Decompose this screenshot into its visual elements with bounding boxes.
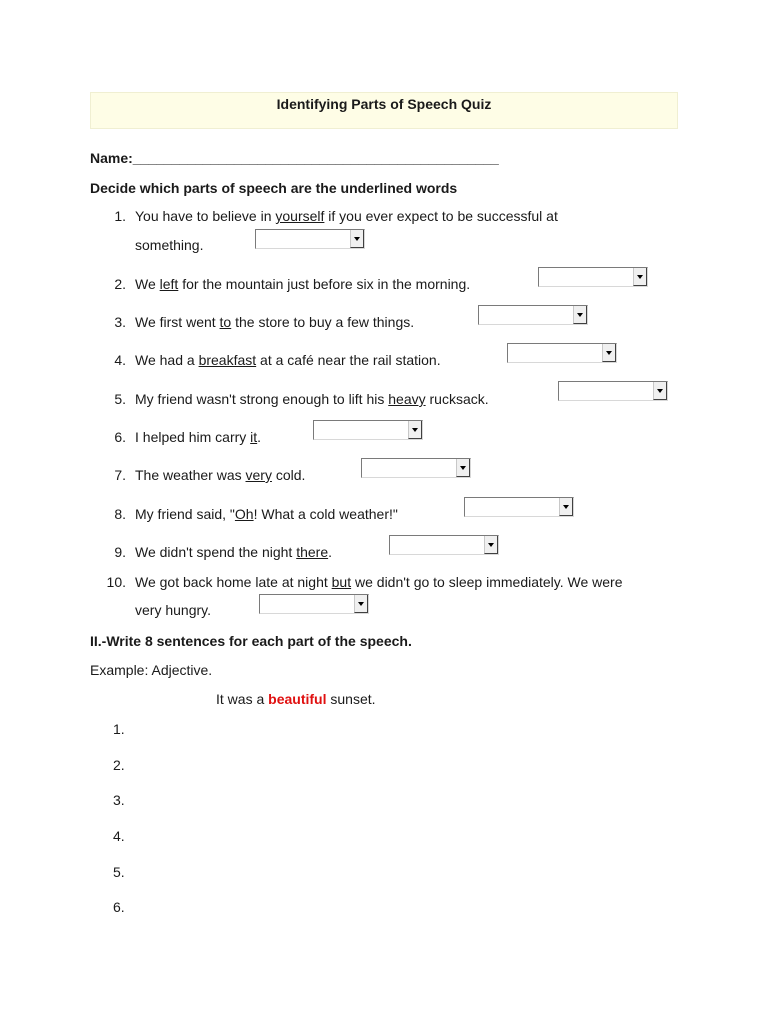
example-label: Example: Adjective. bbox=[90, 662, 213, 678]
chevron-down-icon[interactable] bbox=[408, 421, 422, 439]
answer-dropdown-3[interactable] bbox=[478, 305, 588, 325]
answer-dropdown-10[interactable] bbox=[259, 594, 369, 614]
question-text-pre: You have to believe in bbox=[135, 208, 276, 224]
question-text-post: . bbox=[328, 544, 333, 560]
answer-dropdown-5[interactable] bbox=[558, 381, 668, 401]
question-text-post: if you ever expect to be successful at bbox=[324, 208, 558, 224]
page-title: Identifying Parts of Speech Quiz bbox=[276, 96, 492, 112]
answer-dropdown-7[interactable] bbox=[361, 458, 471, 478]
answer-line-number: 2. bbox=[113, 757, 125, 773]
question-number: 3. bbox=[114, 314, 126, 330]
question-text bbox=[135, 208, 558, 224]
answer-dropdown-6[interactable] bbox=[313, 420, 423, 440]
answer-line-number: 1. bbox=[113, 721, 125, 737]
question-number: 6. bbox=[114, 429, 126, 445]
underlined-word: it bbox=[250, 429, 258, 445]
underlined-word: breakfast bbox=[198, 352, 257, 368]
underlined-word: Oh bbox=[234, 506, 254, 522]
underlined-word: yourself bbox=[275, 208, 325, 224]
question-text-pre: We bbox=[135, 276, 160, 292]
underlined-word: but bbox=[331, 574, 352, 590]
question-number: 2. bbox=[114, 276, 126, 292]
example-sentence bbox=[216, 691, 376, 707]
question-text-post: at a café near the rail station. bbox=[256, 352, 441, 368]
question-text-post: cold. bbox=[271, 467, 306, 483]
chevron-down-icon[interactable] bbox=[633, 268, 647, 286]
chevron-down-icon[interactable] bbox=[602, 344, 616, 362]
example-highlight: beautiful bbox=[268, 691, 327, 707]
example-pre: It was a bbox=[216, 691, 269, 707]
question-text-pre: We got back home late at night bbox=[135, 574, 332, 590]
title-box bbox=[90, 92, 678, 129]
question-text bbox=[135, 506, 398, 522]
question-text-post: we didn't go to sleep immediately. We were bbox=[351, 574, 623, 590]
chevron-down-icon[interactable] bbox=[573, 306, 587, 324]
question-text-pre: We first went bbox=[135, 314, 220, 330]
chevron-down-icon[interactable] bbox=[559, 498, 573, 516]
question-text-pre: My friend said, " bbox=[135, 506, 235, 522]
question-text-post: for the mountain just before six in the morning. bbox=[178, 276, 471, 292]
answer-line-number: 5. bbox=[113, 864, 125, 880]
question-text-pre: We had a bbox=[135, 352, 199, 368]
question-text bbox=[135, 467, 305, 483]
underlined-word: very bbox=[245, 467, 272, 483]
question-text-line2: very hungry. bbox=[135, 602, 211, 618]
instructions: Decide which parts of speech are the underlined words bbox=[90, 180, 458, 196]
question-number: 8. bbox=[114, 506, 126, 522]
question-text bbox=[135, 391, 489, 407]
question-text-post: the store to buy a few things. bbox=[231, 314, 415, 330]
question-text-pre: I helped him carry bbox=[135, 429, 251, 445]
chevron-down-icon[interactable] bbox=[354, 595, 368, 613]
answer-dropdown-8[interactable] bbox=[464, 497, 574, 517]
underlined-word: there bbox=[296, 544, 329, 560]
answer-line-number: 3. bbox=[113, 792, 125, 808]
question-number: 10. bbox=[106, 574, 126, 590]
chevron-down-icon[interactable] bbox=[484, 536, 498, 554]
question-text-line2: something. bbox=[135, 237, 204, 253]
underlined-word: heavy bbox=[388, 391, 426, 407]
question-text-pre: The weather was bbox=[135, 467, 246, 483]
chevron-down-icon[interactable] bbox=[653, 382, 667, 400]
question-text-post: rucksack. bbox=[425, 391, 489, 407]
question-text-pre: We didn't spend the night bbox=[135, 544, 297, 560]
answer-line-number: 6. bbox=[113, 899, 125, 915]
question-text-post: . bbox=[257, 429, 262, 445]
name-line: Name:_______________________________________________ bbox=[90, 150, 499, 166]
question-text-pre: My friend wasn't strong enough to lift his bbox=[135, 391, 389, 407]
underlined-word: to bbox=[219, 314, 232, 330]
chevron-down-icon[interactable] bbox=[350, 230, 364, 248]
question-text bbox=[135, 574, 623, 590]
answer-dropdown-4[interactable] bbox=[507, 343, 617, 363]
question-text-post: ! What a cold weather!" bbox=[253, 506, 398, 522]
question-number: 7. bbox=[114, 467, 126, 483]
question-text bbox=[135, 352, 441, 368]
example-post: sunset. bbox=[326, 691, 376, 707]
underlined-word: left bbox=[159, 276, 179, 292]
answer-dropdown-9[interactable] bbox=[389, 535, 499, 555]
answer-line-number: 4. bbox=[113, 828, 125, 844]
section-heading: II.-Write 8 sentences for each part of the speech. bbox=[90, 633, 412, 649]
question-number: 4. bbox=[114, 352, 126, 368]
answer-dropdown-1[interactable] bbox=[255, 229, 365, 249]
question-text bbox=[135, 544, 332, 560]
question-number: 5. bbox=[114, 391, 126, 407]
question-number: 9. bbox=[114, 544, 126, 560]
question-text bbox=[135, 314, 414, 330]
question-text bbox=[135, 429, 261, 445]
question-text bbox=[135, 276, 470, 292]
chevron-down-icon[interactable] bbox=[456, 459, 470, 477]
answer-dropdown-2[interactable] bbox=[538, 267, 648, 287]
question-number: 1. bbox=[114, 208, 126, 224]
